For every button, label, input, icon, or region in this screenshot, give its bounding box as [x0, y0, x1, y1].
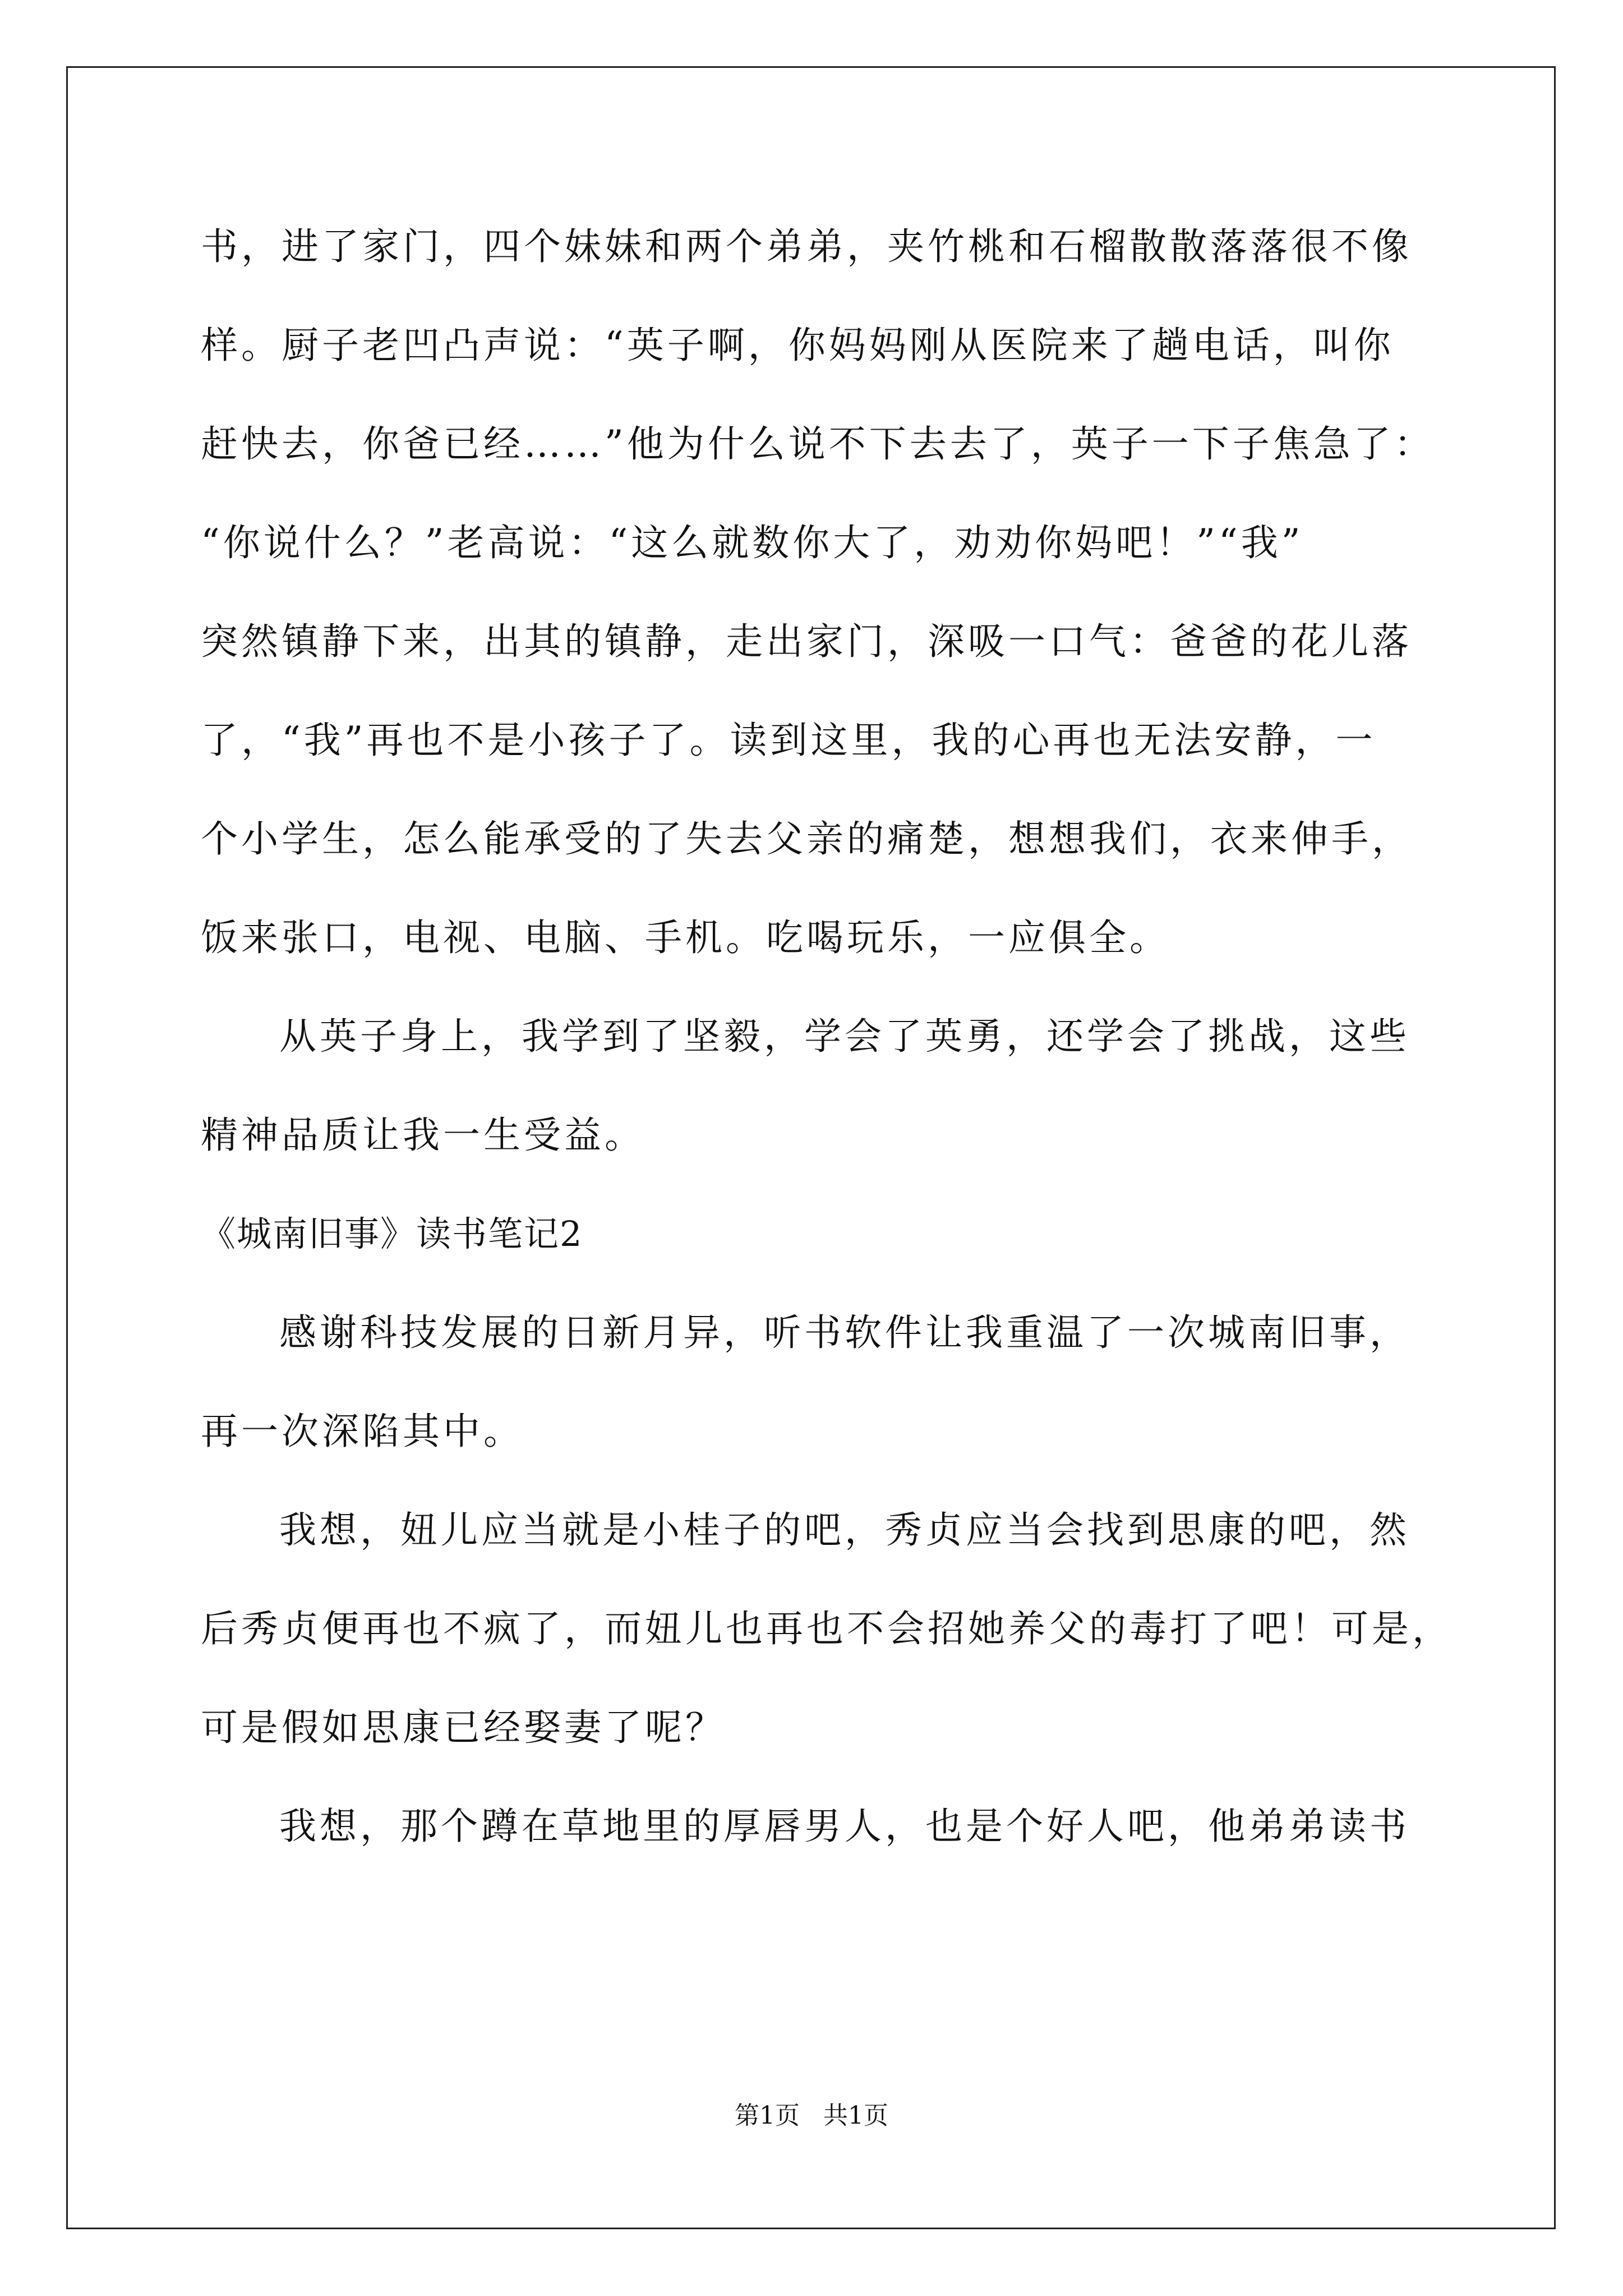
- paragraph-start-line: 感谢科技发展的日新月异，听书软件让我重温了一次城南旧事，: [279, 1311, 1410, 1354]
- text-line: 精神品质让我一生受益。: [201, 1114, 645, 1157]
- text-line: 后秀贞便再也不疯了，而妞儿也再也不会招她养父的毒打了吧！可是，: [201, 1607, 1453, 1650]
- paragraph-start-line: 我想，妞儿应当就是小桂子的吧，秀贞应当会找到思康的吧，然: [279, 1508, 1410, 1552]
- text-line: 饭来张口，电视、电脑、手机。吃喝玩乐，一应俱全。: [201, 916, 1170, 959]
- paragraph-start-line: 我想，那个蹲在草地里的厚唇男人，也是个好人吧，他弟弟读书: [279, 1805, 1410, 1848]
- paragraph-start-line: 从英子身上，我学到了坚毅，学会了英勇，还学会了挑战，这些: [279, 1015, 1410, 1058]
- text-line: 样。厨子老凹凸声说：“英子啊，你妈妈刚从医院来了趟电话，叫你: [201, 324, 1394, 367]
- text-line: 个小学生，怎么能承受的了失去父亲的痛楚，想想我们，衣来伸手，: [201, 817, 1412, 861]
- text-line: 再一次深陷其中。: [201, 1410, 524, 1453]
- text-line: 突然镇静下来，出其的镇静，走出家门，深吸一口气：爸爸的花儿落: [201, 620, 1412, 663]
- page-number-footer: 第1页 共1页: [735, 2101, 888, 2130]
- text-line: 了，“我”再也不是小孩子了。读到这里，我的心再也无法安静，一: [201, 719, 1376, 762]
- document-body: [201, 213, 1453, 1892]
- text-line: 书，进了家门，四个妹妹和两个弟弟，夹竹桃和石榴散散落落很不像: [201, 225, 1412, 268]
- text-line: “你说什么？”老高说：“这么就数你大了，劝劝你妈吧！”“我”: [201, 521, 1304, 564]
- text-line: 可是假如思康已经娶妻了呢？: [201, 1706, 726, 1749]
- text-line: 赶快去，你爸已经……”他为什么说不下去去了，英子一下子焦急了：: [201, 422, 1435, 466]
- section-heading: 《城南旧事》读书笔记2: [201, 1213, 583, 1254]
